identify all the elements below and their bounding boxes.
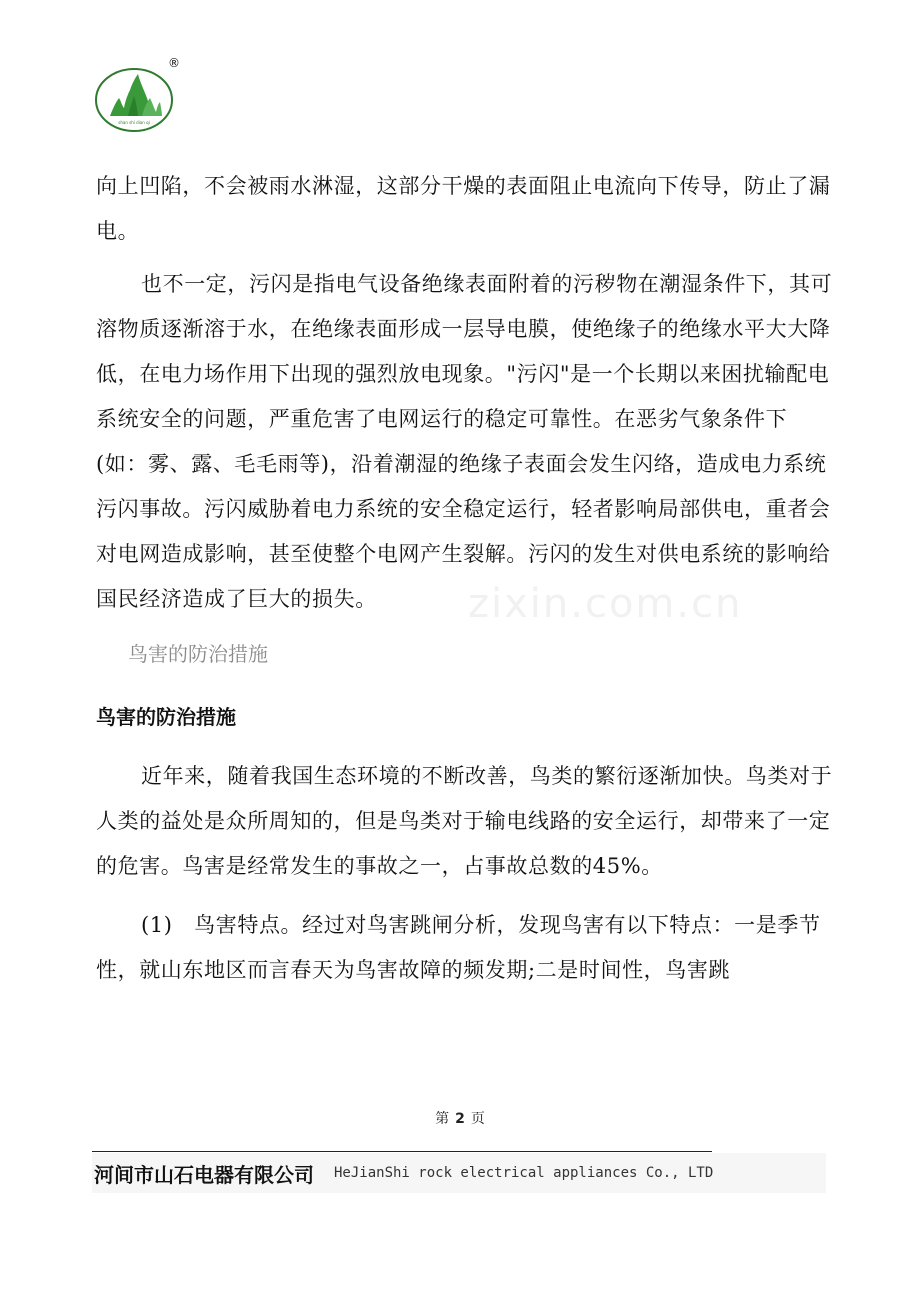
logo-subtitle: shan shi dian qi <box>118 120 150 125</box>
page-number <box>0 1108 920 1128</box>
footer-divider <box>92 1151 712 1152</box>
section-heading: 鸟害的防治措施 <box>96 705 236 729</box>
page-footer <box>92 1153 826 1193</box>
page-number-prefix: 第 <box>435 1111 450 1127</box>
paragraph-bird-characteristics: (1) 鸟害特点。经过对鸟害跳闸分析，发现鸟害有以下特点：一是季节性，就山东地区而言春天为鸟害故障的频发期;二是时间性，鸟害跳 <box>96 913 821 982</box>
toc-entry-bird-damage[interactable]: 鸟害的防治措施 <box>128 642 268 666</box>
page-number-value: 2 <box>455 1111 465 1127</box>
footer-company-cn: 河间市山石电器有限公司 <box>94 1162 314 1187</box>
main-content <box>96 164 836 993</box>
mountain-logo-icon <box>94 62 184 134</box>
watermark: zixin.com.cn <box>468 581 743 627</box>
page-number-suffix: 页 <box>470 1111 485 1127</box>
paragraph-continued: 向上凹陷，不会被雨水淋湿，这部分干燥的表面阻止电流向下传导，防止了漏电。 <box>96 174 831 243</box>
company-logo <box>94 56 184 134</box>
footer-company-en: HeJianShi rock electrical appliances Co., LTD <box>334 1165 714 1181</box>
registered-mark: ® <box>168 56 180 70</box>
paragraph-bird-intro: 近年来，随着我国生态环境的不断改善，鸟类的繁衍逐渐加快。鸟类对于人类的益处是众所周知的，但是鸟类对于输电线路的安全运行，却带来了一定的危害。鸟害是经常发生的事故之一，占事故总数的45%。 <box>96 764 833 878</box>
paragraph-pollution-flashover: 也不一定，污闪是指电气设备绝缘表面附着的污秽物在潮湿条件下，其可溶物质逐渐溶于水，在绝缘表面形成一层导电膜，使绝缘子的绝缘水平大大降低，在电力场作用下出现的强烈放电现象。"污闪"是一个长期以来困扰输配电系统安全的问题，严重危害了电网运行的稳定可靠性。在恶劣气象条件下(如：雾、露、毛毛雨等)，沿着潮湿的绝缘子表面会发生闪络，造成电力系统污闪事故。污闪威胁着电力系统的安全稳定运行，轻者影响局部供电，重者会对电网造成影响，甚至使整个电网产生裂解。污闪的发生对供电系统的影响给国民经济造成了巨大的损失。 <box>96 272 833 611</box>
